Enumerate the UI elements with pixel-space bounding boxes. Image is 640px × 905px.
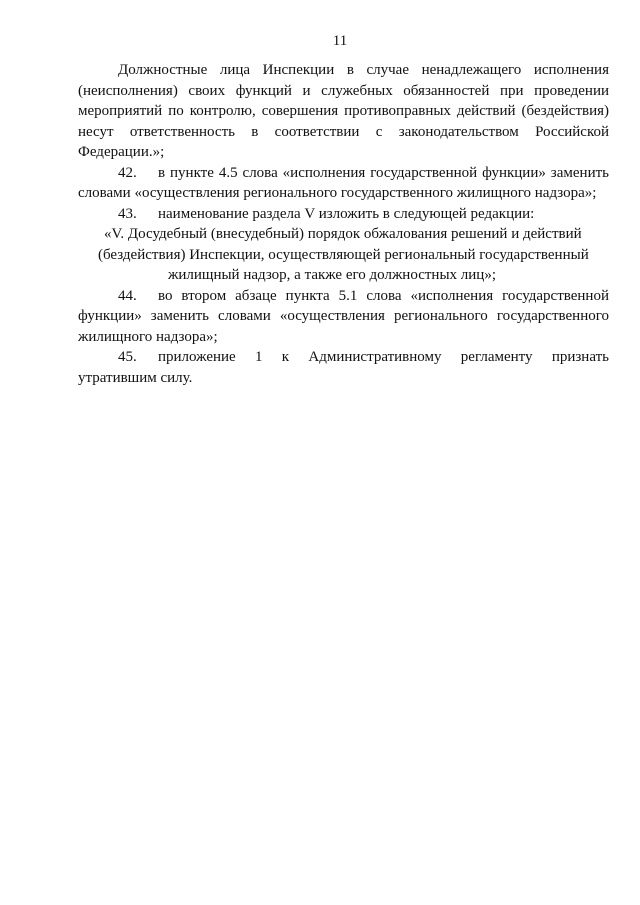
page-number: 11 <box>332 33 348 49</box>
paragraph-44-text: во втором абзаце пункта 5.1 слова «исполнения государственной функции» заменить словами «осуществления регионального государственного жилищного надзора»; <box>78 287 609 345</box>
paragraph-45 <box>78 347 609 368</box>
document-body <box>78 60 609 388</box>
paragraph-liability <box>78 60 609 163</box>
item-number-42: 42. <box>118 164 137 181</box>
paragraph-44 <box>78 286 609 348</box>
paragraph-45-line-1: приложение 1 к Административному регламенту признать <box>158 349 609 365</box>
paragraph-43-text: наименование раздела V изложить в следующей редакции: <box>158 205 535 222</box>
paragraph-45-line-2: утратившим силу. <box>78 369 193 386</box>
section-title-line-2: (бездействия) Инспекции, осуществляющей региональный государственный <box>98 246 589 263</box>
item-number-44: 44. <box>118 287 137 304</box>
item-number-45: 45. <box>118 349 137 365</box>
section-title-line-3: жилищный надзор, а также его должностных лиц»; <box>168 267 496 283</box>
paragraph-liability-text: Должностные лица Инспекции в случае ненадлежащего исполнения (неисполнения) своих функций и служебных обязанностей при проведении мероприятий по контролю, совершения противоправных действий (бездействия) несут ответственность в соответствии с законодательством Российской Федерации.»; <box>78 62 609 160</box>
paragraph-45-continuation <box>78 368 609 389</box>
section-title-line-1: «V. Досудебный (внесудебный) порядок обжалования решений и действий <box>104 226 582 242</box>
paragraph-42-text: в пункте 4.5 слова «исполнения государственной функции» заменить словами «осуществления регионального государственного жилищного надзора»; <box>78 164 609 201</box>
paragraph-43 <box>78 204 609 225</box>
item-number-43: 43. <box>118 205 137 222</box>
paragraph-42 <box>78 163 609 204</box>
